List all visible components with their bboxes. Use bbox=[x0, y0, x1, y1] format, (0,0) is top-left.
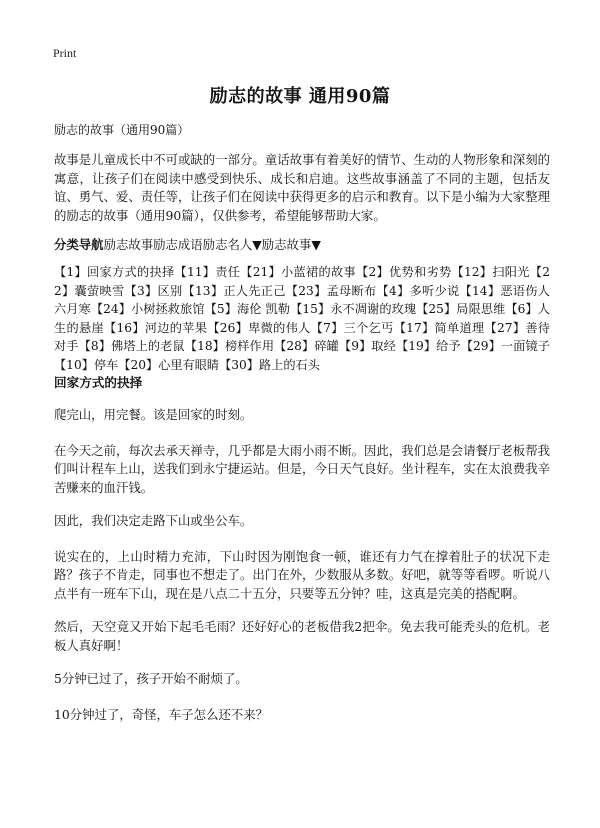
index-link[interactable]: 【22】囊萤映雪 bbox=[54, 265, 550, 298]
page-title: 励志的故事 通用90篇 bbox=[209, 86, 391, 107]
index-link[interactable]: 【29】一面镜子 bbox=[460, 339, 550, 353]
index-link[interactable]: 【13】正人先正己 bbox=[182, 283, 286, 298]
index-link[interactable]: 【4】多听少说 bbox=[376, 283, 460, 298]
index-link[interactable]: 【19】给予 bbox=[395, 339, 461, 353]
nav-label: 分类导航 bbox=[54, 237, 104, 252]
index-link[interactable]: 【8】佛塔上的老鼠 bbox=[78, 339, 185, 353]
index-link[interactable]: 【24】小树拯救旅馆 bbox=[90, 302, 205, 316]
index-link[interactable]: 【28】碎罐 bbox=[274, 339, 339, 353]
index-link[interactable]: 【11】责任 bbox=[174, 265, 241, 279]
index-link[interactable]: 【1】回家方式的抉择 bbox=[54, 265, 175, 279]
story-paragraph: 在今天之前，每次去承天禅寺，几乎都是大雨小雨不断。因此，我们总是会请餐厅老板帮我们叫计程车上山，送我们到永宁捷运站。但是，今日天气良好。坐计程车，实在太浪费我辛苦赚来的血汗钱。 bbox=[54, 442, 550, 495]
index-link[interactable]: 【18】榜样作用 bbox=[184, 339, 275, 353]
story-paragraph: 说实在的，上山时精力充沛，下山时因为刚饱食一顿，谁还有力气在撑着肚子的状况下走路？孩子不肯走，同事也不想走了。出门在外，少数服从多数。好吧，就等等看啰。听说八点半有一班车下山，现在是八点二十五分，只要等五分钟？哇，这真是完美的搭配啊。 bbox=[54, 548, 550, 601]
subtitle: 励志的故事（通用90篇） bbox=[54, 123, 190, 137]
index-link[interactable]: 【25】局限思维 bbox=[416, 302, 506, 316]
index-link[interactable]: 【5】海伦 凯勒 bbox=[204, 302, 291, 316]
index-link[interactable]: 【14】恶语伤人六月寒 bbox=[54, 283, 550, 316]
index-link[interactable]: 【21】小蓝裙的故事 bbox=[240, 265, 356, 279]
index-link[interactable]: 【2】优势和劣势 bbox=[355, 265, 452, 279]
index-link[interactable]: 【12】扫阳光 bbox=[451, 265, 530, 279]
nav-links[interactable]: 励志故事励志成语励志名人▼励志故事▼ bbox=[103, 237, 321, 252]
story-paragraph: 10分钟过了，奇怪，车子怎么还不来？ bbox=[54, 706, 269, 722]
index-link[interactable]: 【6】人生的悬崖 bbox=[54, 302, 550, 335]
index-link[interactable]: 【16】河边的苹果 bbox=[104, 320, 208, 335]
category-navigation bbox=[54, 236, 550, 254]
story-body bbox=[54, 406, 550, 724]
index-link[interactable]: 【15】永不凋谢的玫瑰 bbox=[290, 302, 417, 316]
document-body bbox=[54, 121, 550, 741]
section-heading: 回家方式的抉择 bbox=[54, 375, 143, 390]
story-index bbox=[54, 263, 550, 374]
index-link[interactable]: 【7】三个乞丐 bbox=[310, 320, 394, 335]
story-paragraph: 爬完山，用完餐。该是回家的时刻。 bbox=[54, 407, 253, 422]
intro-paragraph: 故事是儿童成长中不可或缺的一部分。童话故事有着美好的情节、生动的人物形象和深刻的寓意，让孩子们在阅读中感受到快乐、成长和启迪。这些故事涵盖了不同的主题，包括友谊、勇气、爱、责任等，让孩子们在阅读中获得更多的启示和教育。以下是小编为大家整理的励志的故事（通用90篇），仅供参考，希望能够帮助大家。 bbox=[54, 152, 550, 223]
index-link[interactable]: 【26】卑微的伟人 bbox=[207, 320, 311, 335]
story-paragraph: 5分钟已过了，孩子开始不耐烦了。 bbox=[54, 671, 248, 686]
index-link[interactable]: 【23】孟母断布 bbox=[285, 283, 377, 298]
story-paragraph: 因此，我们决定走路下山或坐公车。 bbox=[54, 513, 253, 528]
index-link[interactable]: 【10】停车 bbox=[54, 357, 119, 372]
index-link[interactable]: 【3】区别 bbox=[124, 283, 183, 298]
index-link[interactable]: 【27】善待对手 bbox=[54, 320, 550, 353]
index-link[interactable]: 【17】简单道理 bbox=[393, 320, 485, 335]
index-link[interactable]: 【30】路上的石头 bbox=[219, 357, 320, 372]
index-link[interactable]: 【20】心里有眼睛 bbox=[118, 357, 220, 372]
story-paragraph: 然后，天空竟又开始下起毛毛雨？还好好心的老板借我2把伞。免去我可能秃头的危机。老板人真好啊！ bbox=[54, 619, 550, 653]
print-label: Print bbox=[53, 46, 77, 60]
index-link[interactable]: 【9】取经 bbox=[338, 339, 396, 353]
